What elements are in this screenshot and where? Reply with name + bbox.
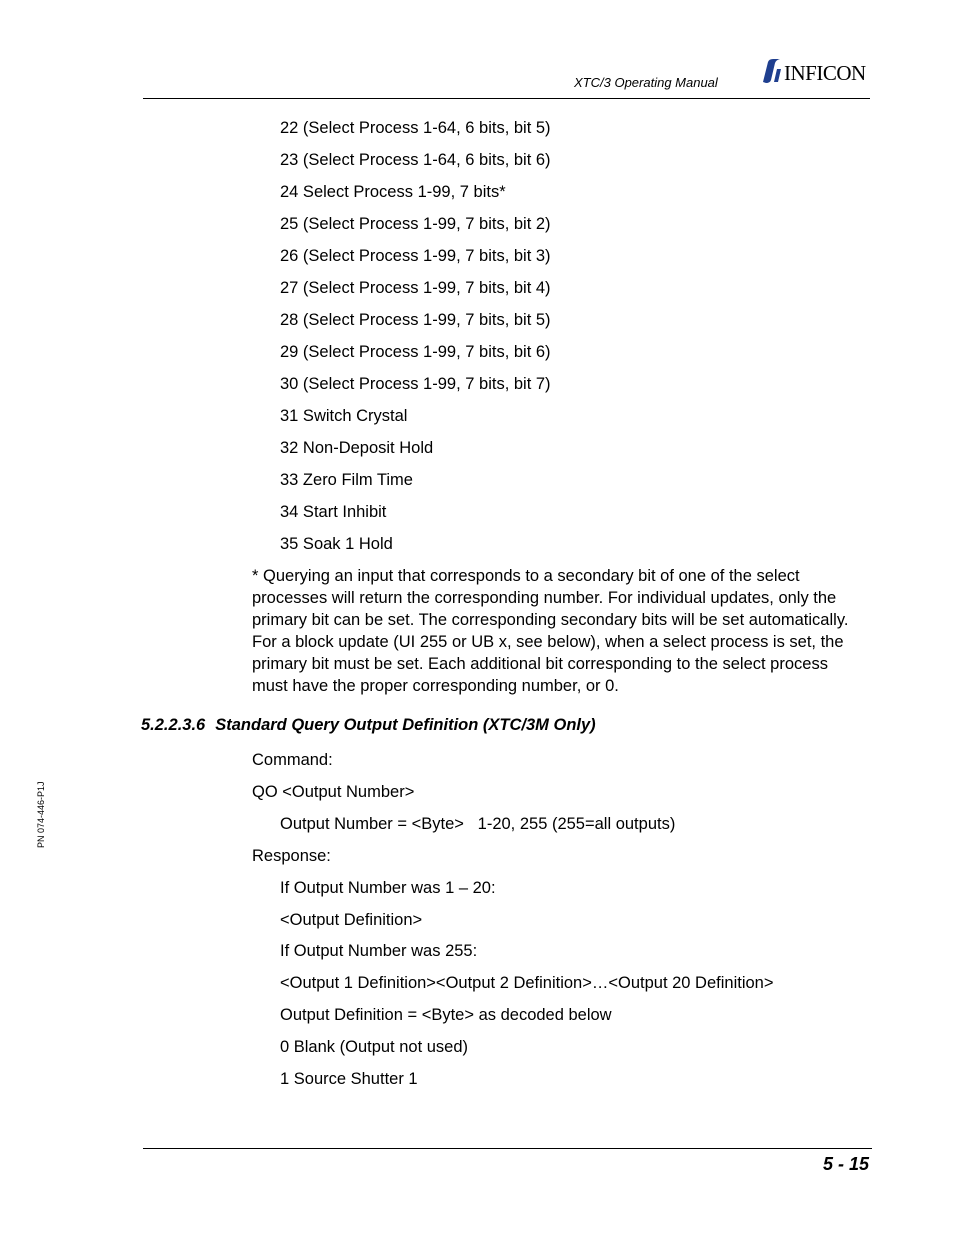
list-item: 29 (Select Process 1-99, 7 bits, bit 6) bbox=[280, 343, 551, 361]
logo-wordmark: INFICON bbox=[784, 61, 866, 85]
list-item: 26 (Select Process 1-99, 7 bits, bit 3) bbox=[280, 247, 551, 265]
inficon-logo bbox=[760, 58, 874, 86]
note-line: For a block update (UI 255 or UB x, see below), when a select process is set, the bbox=[252, 633, 844, 651]
note-line: * Querying an input that corresponds to a secondary bit of one of the select bbox=[252, 567, 800, 585]
response-line: 1 Source Shutter 1 bbox=[280, 1070, 418, 1088]
command-param: Output Number = <Byte> 1-20, 255 (255=all outputs) bbox=[280, 815, 676, 833]
response-line: Output Definition = <Byte> as decoded below bbox=[280, 1006, 612, 1024]
response-line: <Output 1 Definition><Output 2 Definition>…<Output 20 Definition> bbox=[280, 974, 774, 992]
list-item: 23 (Select Process 1-64, 6 bits, bit 6) bbox=[280, 151, 551, 169]
note-line: primary bit can be set. The corresponding secondary bits will be set automatically. bbox=[252, 611, 849, 629]
list-item: 33 Zero Film Time bbox=[280, 471, 413, 489]
page-number: 5 - 15 bbox=[823, 1154, 870, 1174]
note-line: must have the proper corresponding number, or 0. bbox=[252, 677, 619, 695]
list-item: 34 Start Inhibit bbox=[280, 503, 387, 521]
response-line: 0 Blank (Output not used) bbox=[280, 1038, 469, 1056]
list-item: 25 (Select Process 1-99, 7 bits, bit 2) bbox=[280, 215, 551, 233]
inficon-logo-mark-icon bbox=[760, 58, 784, 84]
command-label: Command: bbox=[252, 751, 333, 769]
list-item: 27 (Select Process 1-99, 7 bits, bit 4) bbox=[280, 279, 551, 297]
list-item: 24 Select Process 1-99, 7 bits* bbox=[280, 183, 506, 201]
input-list bbox=[280, 117, 551, 565]
command-syntax: QO <Output Number> bbox=[252, 783, 415, 801]
response-label: Response: bbox=[252, 847, 331, 865]
section-heading bbox=[141, 716, 596, 735]
response-line: If Output Number was 1 – 20: bbox=[280, 879, 496, 897]
note-line: processes will return the corresponding number. For individual updates, only the bbox=[252, 589, 837, 607]
footer-rule bbox=[143, 1148, 872, 1149]
response-line: If Output Number was 255: bbox=[280, 942, 478, 960]
section-title: Standard Query Output Definition (XTC/3M Only) bbox=[215, 716, 596, 734]
list-item: 35 Soak 1 Hold bbox=[280, 535, 393, 553]
list-item: 30 (Select Process 1-99, 7 bits, bit 7) bbox=[280, 375, 551, 393]
select-process-note bbox=[252, 565, 872, 697]
response-line: <Output Definition> bbox=[280, 911, 423, 929]
side-part-number: PN 074-446-P1J bbox=[36, 781, 46, 848]
manual-title: XTC/3 Operating Manual bbox=[574, 75, 718, 90]
list-item: 31 Switch Crystal bbox=[280, 407, 408, 425]
list-item: 32 Non-Deposit Hold bbox=[280, 439, 434, 457]
section-number: 5.2.2.3.6 bbox=[141, 716, 206, 734]
note-line: primary bit must be set. Each additional bit corresponding to the select process bbox=[252, 655, 828, 673]
header-rule bbox=[143, 98, 870, 99]
list-item: 22 (Select Process 1-64, 6 bits, bit 5) bbox=[280, 119, 551, 137]
list-item: 28 (Select Process 1-99, 7 bits, bit 5) bbox=[280, 311, 551, 329]
